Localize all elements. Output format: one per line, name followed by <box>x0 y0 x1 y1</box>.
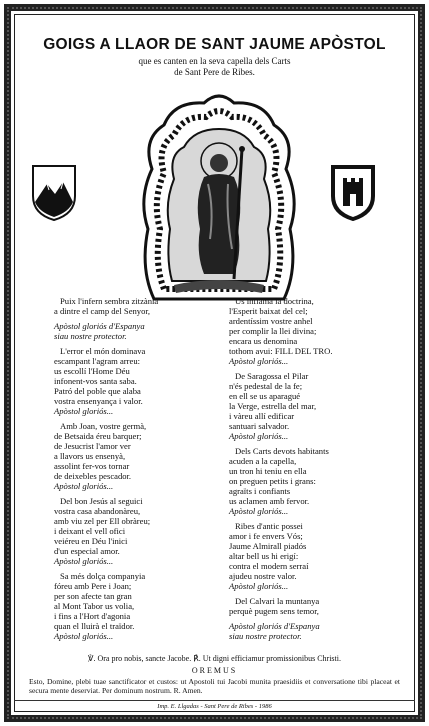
versicle-response: ℣. Ora pro nobis, sancte Jacobe. ℟. Ut digni efficiamur promissionibus Christi. <box>88 654 341 663</box>
refrain-line: siau nostre protector. <box>229 631 302 641</box>
verse-line: infonent-vos santa saba. <box>54 376 137 386</box>
saint-james-engraving-icon <box>134 89 304 309</box>
verse-line: contra el modern serraí <box>229 561 309 571</box>
verse-line: Del Calvari la muntanya <box>235 596 320 606</box>
verse-line: Dels Carts devots habitants <box>235 446 329 456</box>
verse-line: un tron hi teniu en ella <box>229 466 307 476</box>
verse-line: Jaume Almirall piadós <box>229 541 307 551</box>
verse-line: acuden a la capella, <box>229 456 297 466</box>
verse-line: L'error el món dominava <box>60 346 146 356</box>
verse-line: escampant l'agram arreu: <box>54 356 141 366</box>
printer-imprint: Imp. E. Llgadas - Sant Pere de Ribes - 1986 <box>157 703 272 710</box>
verse-line: de Betsaida éreu barquer; <box>54 431 142 441</box>
verse-line: Ribes d'antic possei <box>235 521 303 531</box>
verse-line: vostra ensenyança i valor. <box>54 396 143 406</box>
refrain-line: Apòstol gloriós... <box>229 506 289 516</box>
tower-shield-icon <box>328 162 378 222</box>
verses-right-column <box>229 296 415 641</box>
verse-line: veiéreu en Déu l'inici <box>54 536 128 546</box>
refrain-line: Apòstol gloriós d'Espanya <box>54 321 145 331</box>
verse-line: Us inflamà la doctrina, <box>235 296 314 306</box>
verse-line: us escollí l'Home Déu <box>54 366 130 376</box>
subtitle-line: que es canten en la seva capella dels Carts <box>138 56 291 66</box>
verse-line: l'Esperit baixat del cel; <box>229 306 308 316</box>
mountain-shield-icon <box>29 162 79 222</box>
verse-line: la Verge, estrella del mar, <box>229 401 317 411</box>
verse-line: i vàreu allí edificar <box>229 411 295 421</box>
verse-line: a dintre el camp del Senyor, <box>54 306 151 316</box>
refrain-line: Apòstol gloriós... <box>54 556 114 566</box>
verse-line: Patró del poble que alaba <box>54 386 141 396</box>
verse-line: al Mont Tabor us volia, <box>54 601 135 611</box>
verse-line: amb viu zel per Ell obràreu; <box>54 516 151 526</box>
oremus-heading: OREMUS <box>191 666 238 675</box>
verses-left-column <box>54 296 244 641</box>
refrain-line: Apòstol gloriós d'Espanya <box>229 621 320 631</box>
verse-line: per complir la llei divina; <box>229 326 317 336</box>
refrain-line: Apòstol gloriós... <box>229 356 289 366</box>
subtitle-line: de Sant Pere de Ribes. <box>174 67 255 77</box>
verse-line: agraïts i confiants <box>229 486 291 496</box>
verse-line: us aclamen amb fervor. <box>229 496 310 506</box>
verse-line: encara us denomina <box>229 336 298 346</box>
verse-line: tothom avui: FILL DEL TRO. <box>229 346 333 356</box>
verse-line: assolint fer-vos tornar <box>54 461 130 471</box>
verse-line: De Saragossa el Pilar <box>235 371 309 381</box>
verse-line: i fins a l'Hort d'agonia <box>54 611 131 621</box>
verse-line: fóreu amb Pere i Joan; <box>54 581 132 591</box>
refrain-line: siau nostre protector. <box>54 331 127 341</box>
verse-line: de Jesucrist l'amor ver <box>54 441 131 451</box>
verse-line: Del bon Jesús al seguici <box>60 496 143 506</box>
verse-line: per son afecte tan gran <box>54 591 132 601</box>
verse-line: Sa més dolça companyia <box>60 571 146 581</box>
closing-prayer: Esto, Domine, plebi tuae sanctificator et custos: ut Apostoli tui Jacobi munita praesidiis et conversatione tibi placeat et secura mente deserviat. Per dominum nostrum. R. Amen. <box>29 677 400 695</box>
verse-line: Puix l'infern sembra zitzània <box>60 296 159 306</box>
verse-line: perquè pugem sens temor, <box>229 606 319 616</box>
verse-line: quan el lluirà el traïdor. <box>54 621 135 631</box>
verse-line: de deixebles pescador. <box>54 471 132 481</box>
verse-line: n'és pedestal de la fe; <box>229 381 303 391</box>
verse-line: altar bell us hi erigí: <box>229 551 299 561</box>
verse-line: a llavors us ensenyà, <box>54 451 126 461</box>
page-title: GOIGS A LLAOR DE SANT JAUME APÒSTOL <box>43 36 386 53</box>
refrain-line: Apòstol gloriós... <box>54 631 114 641</box>
footer-divider <box>14 700 415 701</box>
verse-line: amor i fe envers Vós; <box>229 531 303 541</box>
verse-line: santuari salvador. <box>229 421 290 431</box>
verse-line: on preguen petits i grans: <box>229 476 316 486</box>
verse-line: d'un especial amor. <box>54 546 120 556</box>
refrain-line: Apòstol gloriós... <box>229 431 289 441</box>
verse-line: vostra casa abandonàreu, <box>54 506 141 516</box>
refrain-line: Apòstol gloriós... <box>229 581 289 591</box>
goigs-sheet <box>14 14 415 712</box>
refrain-line: Apòstol gloriós... <box>54 406 114 416</box>
refrain-line: Apòstol gloriós... <box>54 481 114 491</box>
verse-line: i deixant el vell ofici <box>54 526 126 536</box>
verse-line: en ell se us aparagué <box>229 391 301 401</box>
verse-line: ajudeu nostre valor. <box>229 571 297 581</box>
verse-line: ardentíssim vostre anhel <box>229 316 313 326</box>
subtitle <box>14 56 415 78</box>
verse-line: Amb Joan, vostre germà, <box>60 421 147 431</box>
